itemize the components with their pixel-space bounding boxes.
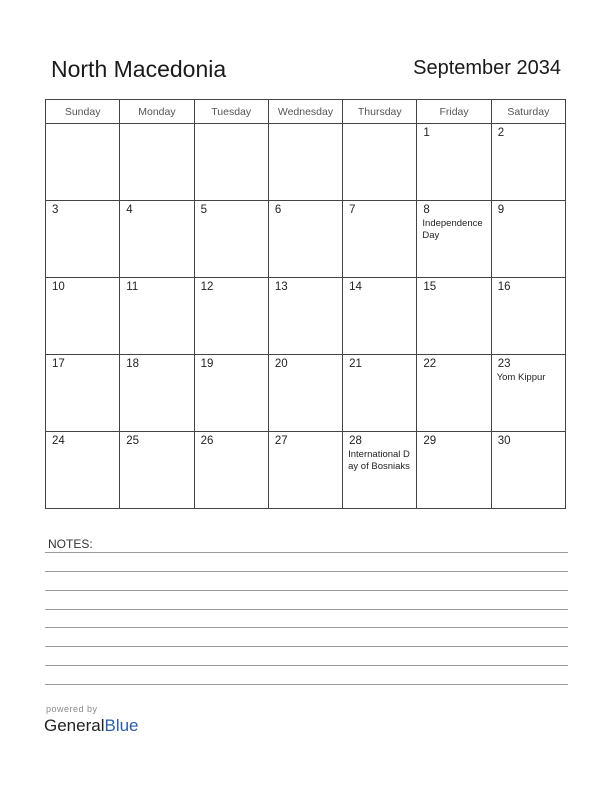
notes-label: NOTES: <box>48 537 93 551</box>
day-cell <box>491 201 565 278</box>
day-number: 26 <box>200 435 214 447</box>
day-number: 22 <box>423 358 437 370</box>
day-cell <box>491 278 565 355</box>
day-number: 4 <box>126 204 133 216</box>
day-number: 11 <box>126 281 139 293</box>
day-number: 19 <box>200 358 214 370</box>
day-cell <box>268 201 342 278</box>
day-cell <box>417 355 491 432</box>
powered-by-text: powered by <box>46 704 98 714</box>
day-cell <box>120 355 194 432</box>
notes-line <box>45 665 568 666</box>
day-cell <box>46 201 120 278</box>
day-cell <box>120 432 194 509</box>
day-cell <box>343 201 417 278</box>
day-cell <box>491 355 565 432</box>
day-cell <box>46 124 120 201</box>
day-cell <box>120 201 194 278</box>
brand-blue: Blue <box>104 716 139 735</box>
day-cell <box>417 124 491 201</box>
calendar-country-title: North Macedonia <box>51 56 227 82</box>
day-number: 9 <box>497 204 505 216</box>
weekday-tuesday: Tuesday <box>194 100 268 124</box>
notes-line <box>45 590 568 591</box>
day-number: 10 <box>52 281 65 293</box>
calendar-grid <box>45 99 566 509</box>
notes-line <box>45 552 568 553</box>
holiday-label: International Day of Bosniaks <box>348 449 410 472</box>
week-row <box>46 278 566 355</box>
week-row <box>46 432 566 509</box>
day-number: 2 <box>497 127 505 139</box>
day-cell <box>194 201 268 278</box>
weekday-monday: Monday <box>120 100 194 124</box>
day-cell <box>46 355 120 432</box>
weekday-header-row <box>46 100 566 124</box>
day-number: 14 <box>349 281 362 293</box>
weekday-friday: Friday <box>417 100 491 124</box>
day-number: 18 <box>126 358 140 370</box>
day-number: 5 <box>200 204 207 216</box>
day-number: 7 <box>349 204 356 216</box>
day-cell <box>194 278 268 355</box>
calendar-month-title: September 2034 <box>413 57 561 79</box>
day-number: 23 <box>497 358 511 370</box>
notes-line <box>45 627 568 628</box>
day-cell <box>194 432 268 509</box>
notes-line <box>45 609 568 610</box>
brand-general: General <box>44 716 105 735</box>
day-number: 8 <box>423 204 430 216</box>
day-cell <box>417 201 491 278</box>
day-cell <box>46 278 120 355</box>
day-number: 30 <box>497 435 511 447</box>
day-number: 6 <box>274 204 282 216</box>
weekday-saturday: Saturday <box>491 100 565 124</box>
day-cell <box>120 124 194 201</box>
day-number: 25 <box>126 435 140 447</box>
notes-line <box>45 571 568 572</box>
holiday-label: Independence Day <box>422 218 483 241</box>
weekday-thursday: Thursday <box>343 100 417 124</box>
day-cell <box>46 432 120 509</box>
day-cell <box>417 278 491 355</box>
generalblue-logo <box>44 716 139 736</box>
day-number: 1 <box>423 127 430 139</box>
day-number: 15 <box>423 281 437 293</box>
day-number: 24 <box>52 435 65 447</box>
day-cell <box>194 124 268 201</box>
day-number: 12 <box>200 281 214 293</box>
day-number: 28 <box>349 435 362 447</box>
day-cell <box>343 432 417 509</box>
day-cell <box>268 432 342 509</box>
week-row <box>46 201 566 278</box>
calendar-weeks <box>46 124 566 509</box>
week-row <box>46 355 566 432</box>
notes-line <box>45 684 568 685</box>
day-number: 21 <box>349 358 362 370</box>
day-cell <box>343 278 417 355</box>
holiday-label: Yom Kippur <box>496 372 546 383</box>
day-number: 3 <box>52 204 59 216</box>
day-number: 29 <box>423 435 437 447</box>
notes-line <box>45 646 568 647</box>
week-row <box>46 124 566 201</box>
day-cell <box>268 278 342 355</box>
day-cell <box>343 355 417 432</box>
day-cell <box>491 432 565 509</box>
day-number: 17 <box>52 358 65 370</box>
day-number: 16 <box>497 281 511 293</box>
day-cell <box>194 355 268 432</box>
day-cell <box>417 432 491 509</box>
day-number: 20 <box>274 358 288 370</box>
day-cell <box>491 124 565 201</box>
day-number: 13 <box>274 281 288 293</box>
day-cell <box>120 278 194 355</box>
weekday-sunday: Sunday <box>46 100 120 124</box>
day-cell <box>343 124 417 201</box>
weekday-wednesday: Wednesday <box>268 100 342 124</box>
day-cell <box>268 355 342 432</box>
day-cell <box>268 124 342 201</box>
day-number: 27 <box>274 435 288 447</box>
